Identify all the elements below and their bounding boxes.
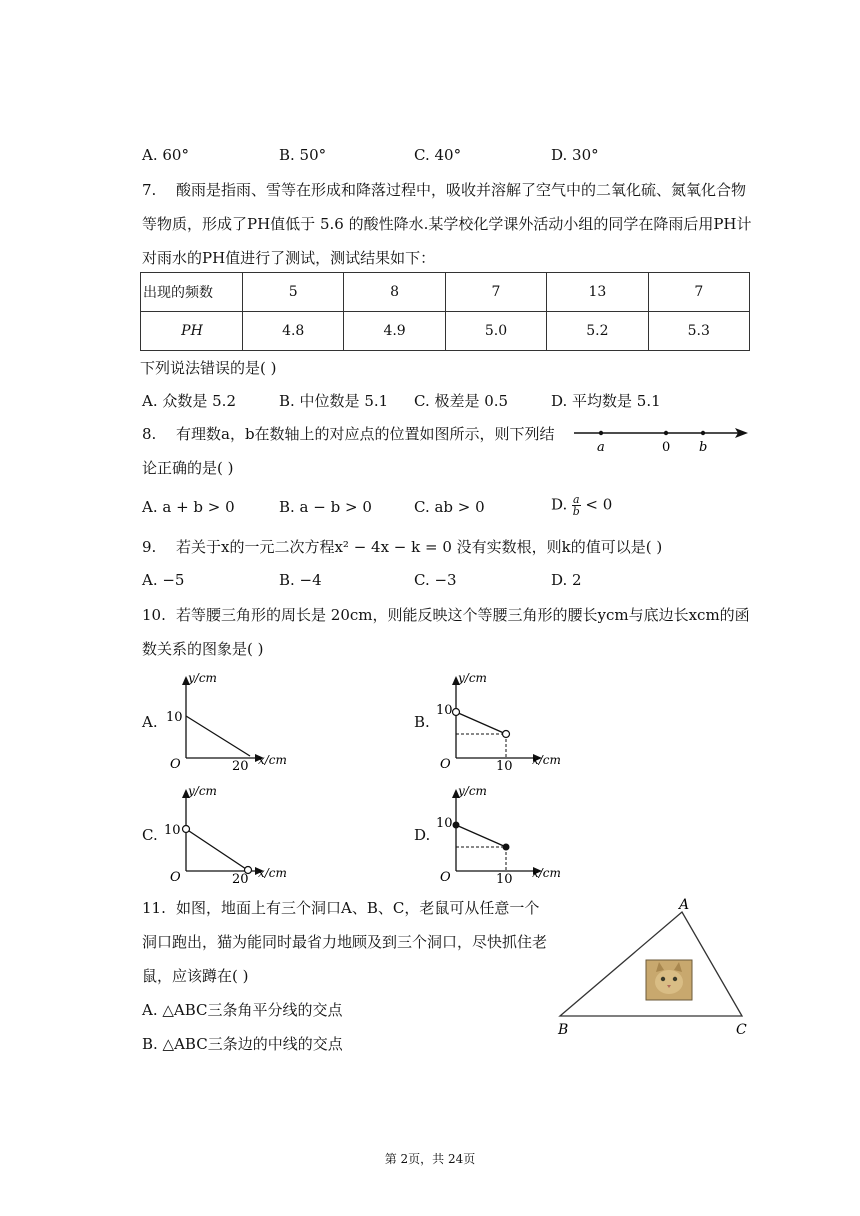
x-axis-label: x/cm	[258, 753, 287, 767]
y-tick-label: 10	[164, 823, 181, 838]
table-cell: 7	[648, 273, 749, 312]
x-tick-label: 10	[496, 759, 513, 774]
table-cell: 5	[243, 273, 344, 312]
q7-option-b: B. 中位数是 5.1	[279, 392, 389, 410]
x-axis-label: x/cm	[258, 866, 287, 880]
table-row	[141, 273, 750, 312]
q6-option-b: B. 50°	[279, 146, 327, 164]
q7-line1: 7. 酸雨是指雨、雪等在形成和降落过程中，吸收并溶解了空气中的二氧化硫、氮氧化合物	[142, 181, 747, 199]
q7-line2: 等物质，形成了PH值低于 5.6 的酸性降水.某学校化学课外活动小组的同学在降雨后用PH计	[142, 215, 752, 233]
origin-label: O	[170, 757, 181, 772]
q6-option-c: C. 40°	[414, 146, 462, 164]
table-cell: 5.3	[648, 312, 749, 351]
triangle-figure	[552, 896, 758, 1038]
origin-label: O	[440, 757, 451, 772]
q11-option-a: A. △ABC三条角平分线的交点	[142, 1001, 343, 1019]
origin-label: O	[440, 870, 451, 885]
q11-line2: 洞口跑出，猫为能同时最省力地顾及到三个洞口，尽快抓住老	[142, 933, 548, 951]
graph-a	[160, 670, 300, 775]
q10-number: 10.	[142, 606, 166, 624]
vertex-a-label: A	[679, 897, 690, 913]
q8-number: 8.	[142, 425, 157, 443]
origin-label: O	[170, 870, 181, 885]
q11-line1: 11. 如图，地面上有三个洞口A、B、C，老鼠可从任意一个	[142, 899, 540, 917]
q7-line3: 对雨水的PH值进行了测试，测试结果如下：	[142, 249, 436, 267]
q11-option-b: B. △ABC三条边的中线的交点	[142, 1035, 343, 1053]
q6-option-a: A. 60°	[142, 146, 189, 164]
q11-number: 11.	[142, 899, 166, 917]
q8-option-c: C. ab > 0	[414, 498, 485, 516]
y-tick-label: 10	[166, 710, 183, 725]
graph-c	[160, 783, 300, 888]
y-axis-label: y/cm	[188, 784, 217, 798]
table-cell: 4.8	[243, 312, 344, 351]
y-axis-label: y/cm	[458, 671, 487, 685]
table-cell: 5.0	[445, 312, 546, 351]
number-line-zero-label: 0	[662, 440, 671, 455]
y-axis-label: y/cm	[458, 784, 487, 798]
graph-d	[432, 783, 572, 888]
q8-option-d: D. $\frac{a}{b}$ < 0	[551, 493, 613, 518]
table-cell: 7	[445, 273, 546, 312]
x-tick-label: 10	[496, 872, 513, 887]
q7-option-c: C. 极差是 0.5	[414, 392, 509, 410]
number-line-b-label: b	[699, 440, 708, 455]
q9-option-a: A. −5	[142, 571, 185, 589]
graph-c-label: C.	[142, 826, 158, 844]
q7-option-d: D. 平均数是 5.1	[551, 392, 661, 410]
table-cell: 13	[547, 273, 648, 312]
q7-option-a: A. 众数是 5.2	[142, 392, 236, 410]
cat-icon	[646, 960, 692, 1000]
table-cell: 5.2	[547, 312, 648, 351]
q7-question: 下列说法错误的是( )	[140, 359, 277, 377]
q9-option-c: C. −3	[414, 571, 457, 589]
q8-option-a: A. a + b > 0	[142, 498, 235, 516]
q9-option-d: D. 2	[551, 571, 582, 589]
graph-d-label: D.	[414, 826, 431, 844]
q9-line1: 9. 若关于x的一元二次方程x² − 4x − k = 0 没有实数根，则k的值可以是( )	[142, 538, 663, 556]
q9-number: 9.	[142, 538, 157, 556]
q9-option-b: B. −4	[279, 571, 322, 589]
graph-a-label: A.	[142, 713, 158, 731]
graph-b	[432, 670, 572, 775]
table-cell: PH	[141, 312, 243, 351]
ph-table	[140, 272, 750, 351]
q8-line2: 论正确的是( )	[142, 459, 234, 477]
x-axis-label: x/cm	[532, 866, 561, 880]
x-tick-label: 20	[232, 759, 249, 774]
vertex-c-label: C	[736, 1022, 747, 1038]
q11-line3: 鼠，应该蹲在( )	[142, 967, 249, 985]
fraction-a-over-b: $\frac{a}{b}$	[572, 493, 580, 518]
q8-option-b: B. a − b > 0	[279, 498, 372, 516]
x-axis-label: x/cm	[532, 753, 561, 767]
q7-number: 7.	[142, 181, 157, 199]
number-line-a-label: a	[597, 440, 605, 455]
vertex-b-label: B	[558, 1022, 569, 1038]
table-row	[141, 312, 750, 351]
x-tick-label: 20	[232, 872, 249, 887]
y-tick-label: 10	[436, 816, 453, 831]
q10-line2: 数关系的图象是( )	[142, 640, 264, 658]
number-line-figure	[570, 420, 752, 460]
q10-line1: 10. 若等腰三角形的周长是 20cm，则能反映这个等腰三角形的腰长ycm与底边长xcm的函	[142, 606, 750, 624]
y-axis-label: y/cm	[188, 671, 217, 685]
q8-line1: 8. 有理数a，b在数轴上的对应点的位置如图所示，则下列结	[142, 425, 555, 443]
q6-option-d: D. 30°	[551, 146, 599, 164]
table-cell: 4.9	[344, 312, 445, 351]
y-tick-label: 10	[436, 703, 453, 718]
table-cell: 出现的频数	[141, 273, 243, 312]
table-cell: 8	[344, 273, 445, 312]
page-footer: 第 2页，共 24页	[384, 1152, 476, 1166]
graph-b-label: B.	[414, 713, 430, 731]
